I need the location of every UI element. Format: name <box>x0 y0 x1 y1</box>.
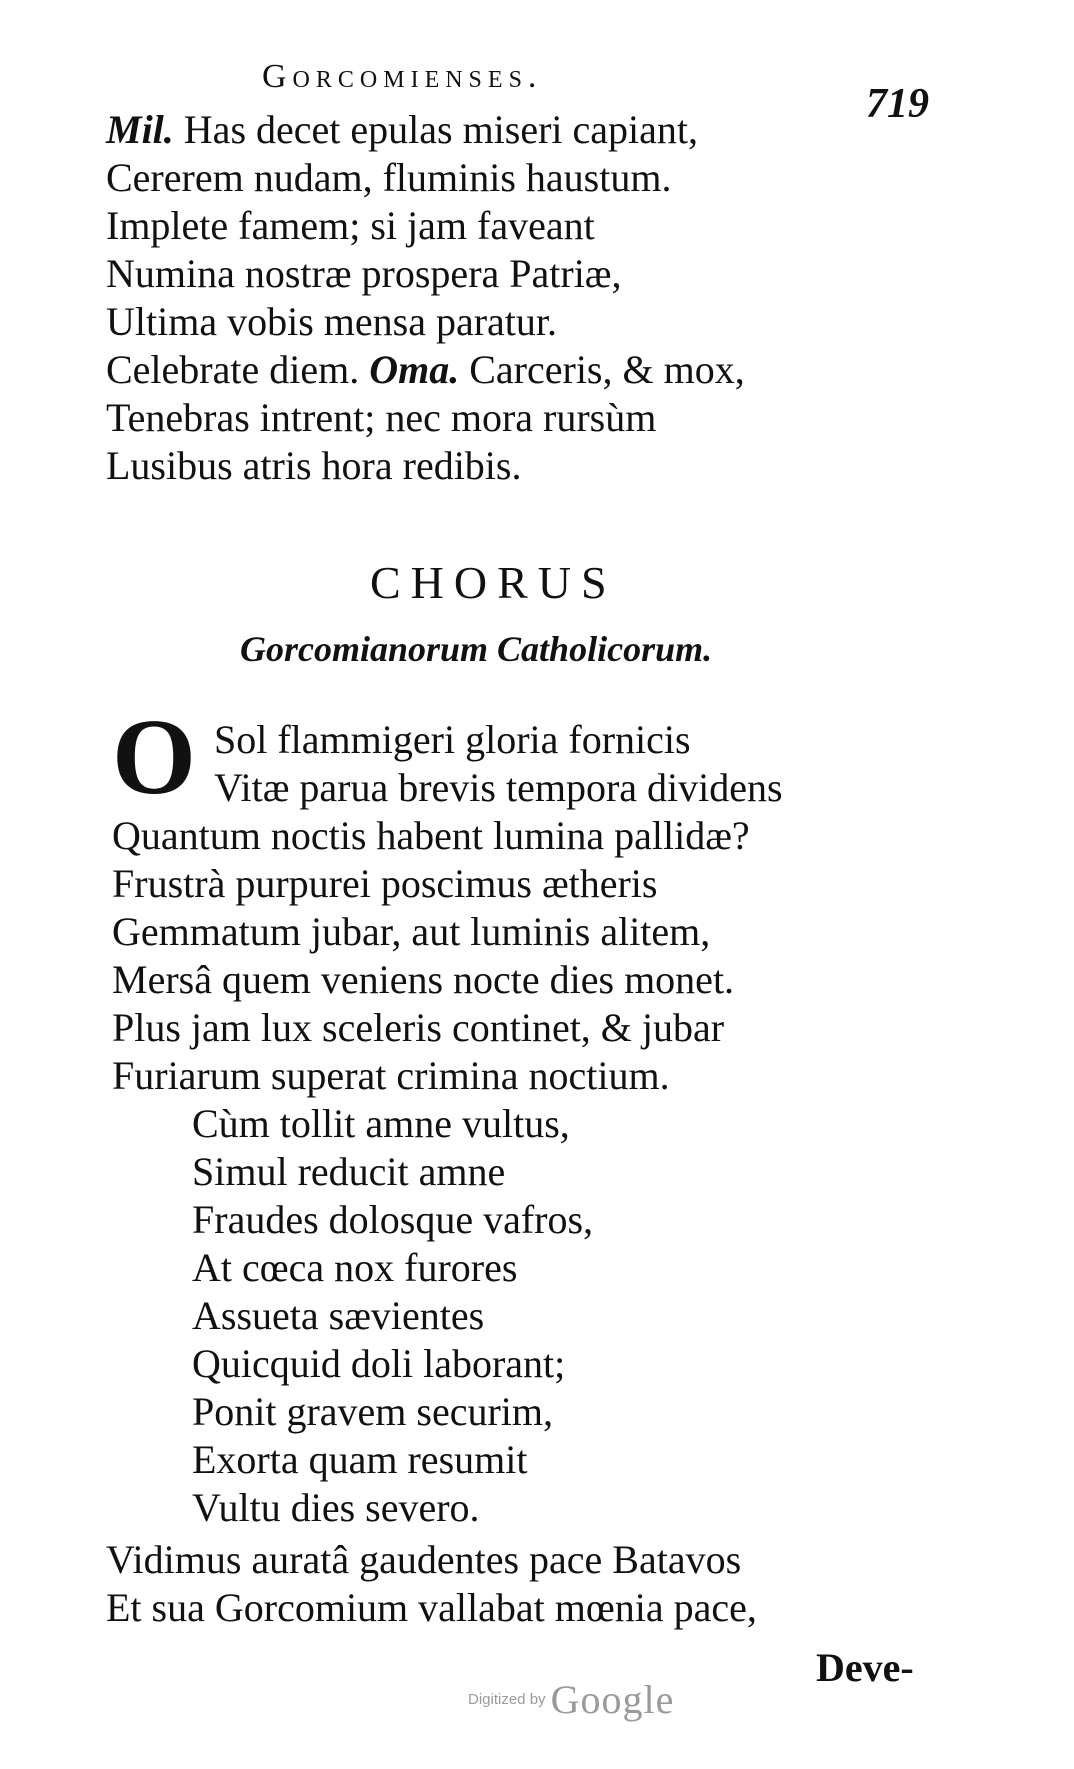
verse-line-4: Numina nostræ prospera Patriæ, <box>106 251 622 296</box>
verse-text: Has decet epulas miseri capiant, <box>183 107 699 152</box>
chorus-line: Vitæ parua brevis tempora dividens <box>214 765 783 810</box>
speaker-label: Mil. <box>106 107 174 152</box>
chorus-indented-line: Ponit gravem securim, <box>192 1389 554 1434</box>
chorus-indented-line: Simul reducit amne <box>192 1149 506 1194</box>
verse-text: Carceris, & mox, <box>469 347 745 392</box>
chorus-indented-line: Vultu dies severo. <box>192 1485 480 1530</box>
chorus-indented-line: Cùm tollit amne vultus, <box>192 1101 570 1146</box>
google-logo: Google <box>550 1677 675 1722</box>
chorus-indented-line: Quicquid doli laborant; <box>192 1341 566 1386</box>
speaker-label: Oma. <box>369 347 460 392</box>
chorus-indented-line: Exorta quam resumit <box>192 1437 528 1482</box>
running-title: Gorcomienses. <box>262 58 543 95</box>
chorus-heading: CHORUS <box>370 557 617 608</box>
catchword: Deve- <box>816 1645 914 1690</box>
chorus-line: Plus jam lux sceleris continet, & jubar <box>112 1005 725 1050</box>
verse-line-6 <box>106 346 745 394</box>
verse-line-5: Ultima vobis mensa paratur. <box>106 299 558 344</box>
chorus-indented-line: Fraudes dolosque vafros, <box>192 1197 594 1242</box>
chorus-line: Mersâ quem veniens nocte dies monet. <box>112 957 735 1002</box>
verse-line-7: Tenebras intrent; nec mora rursùm <box>106 395 657 440</box>
chorus-line: Sol flammigeri gloria fornicis <box>214 717 691 762</box>
chorus-subheading: Gorcomianorum Catholicorum. <box>240 629 713 669</box>
watermark-caption: Digitized by <box>468 1691 546 1708</box>
chorus-line: Quantum noctis habent lumina pallidæ? <box>112 813 750 858</box>
page-number: 719 <box>866 81 929 127</box>
drop-cap: O <box>112 698 197 817</box>
chorus-line: Furiarum superat crimina noctium. <box>112 1053 670 1098</box>
chorus-indented-line: Assueta sævientes <box>192 1293 485 1338</box>
chorus-line: Et sua Gorcomium vallabat mœnia pace, <box>106 1585 757 1630</box>
verse-line-2: Cererem nudam, fluminis haustum. <box>106 155 672 200</box>
chorus-indented-line: At cœca nox furores <box>192 1245 518 1290</box>
verse-line-8: Lusibus atris hora redibis. <box>106 443 522 488</box>
verse-line-3: Implete famem; si jam faveant <box>106 203 595 248</box>
chorus-line: Gemmatum jubar, aut luminis alitem, <box>112 909 711 954</box>
chorus-line: Vidimus auratâ gaudentes pace Batavos <box>106 1537 742 1582</box>
digitized-watermark <box>468 1676 674 1723</box>
verse-line-1 <box>106 106 698 154</box>
verse-text: Celebrate diem. <box>106 347 360 392</box>
chorus-line: Frustrà purpurei poscimus ætheris <box>112 861 658 906</box>
